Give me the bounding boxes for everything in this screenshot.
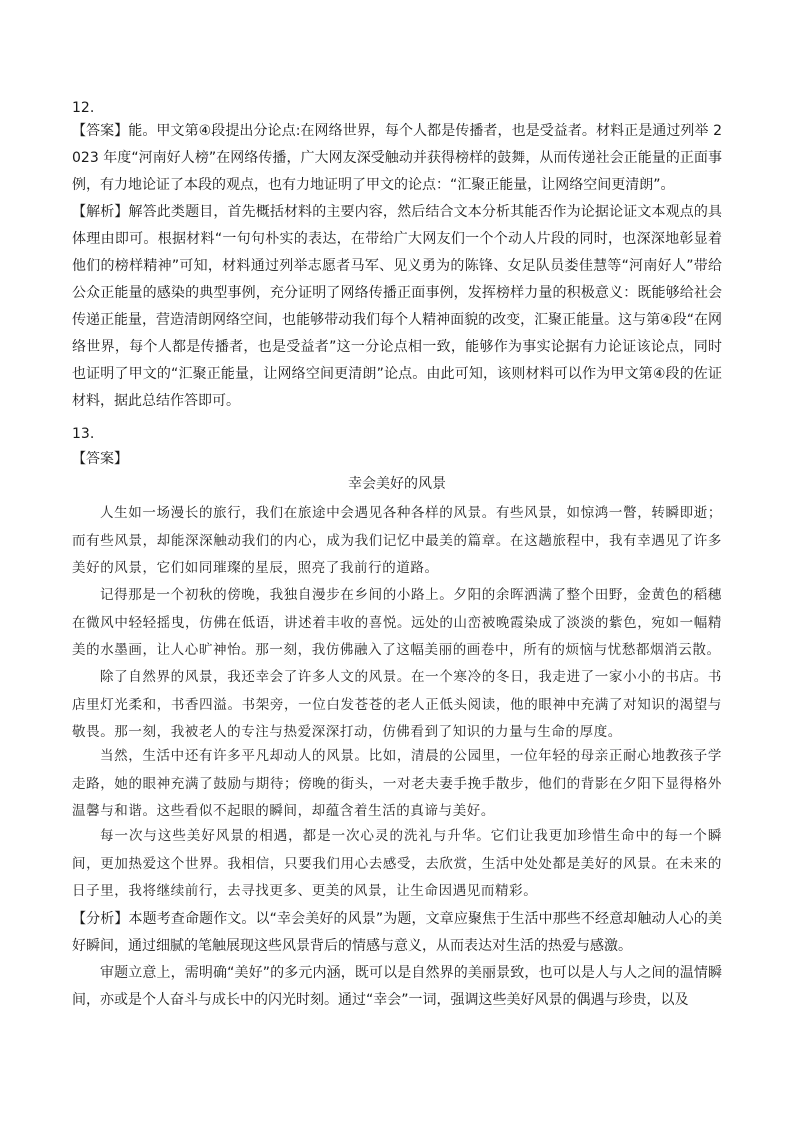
question-13-analysis-continued: 审题立意上，需明确“美好”的多元内涵，既可以是自然界的美丽景致，也可以是人与人之间的温情瞬间，亦或是个人奋斗与成长中的闪光时刻。通过“幸会”一词，强调这些美好风景的偶遇与珍贵，以及 bbox=[72, 965, 722, 1008]
question-12-answer: 【答案】能。甲文第④段提出分论点:在网络世界，每个人都是传播者，也是受益者。材料正是通过列举 2023 年度“河南好人榜”在网络传播，广大网友深受触动并获得榜样的鼓舞，从而传递社会正能量的正面事例，有力地论证了本段的观点，也有力地证明了甲文的论点：“汇聚正能量，让网络空间更清朗”。 bbox=[72, 123, 722, 193]
essay-paragraph-3: 除了自然界的风景，我还幸会了许多人文的风景。在一个寒冷的冬日，我走进了一家小小的书店。书店里灯光柔和，书香四溢。书架旁，一位白发苍苍的老人正低头阅读，他的眼神中充满了对知识的渴望与敬畏。那一刻，我被老人的专注与热爱深深打动，仿佛看到了知识的力量与生命的厚度。 bbox=[72, 669, 722, 741]
question-13-answer-label: 【答案】 bbox=[72, 451, 128, 467]
question-13-analysis: 【分析】本题考查命题作文。以“幸会美好的风景”为题，文章应聚焦于生活中那些不经意却触动人心的美好瞬间，通过细腻的笔触展现这些风景背后的情感与意义，从而表达对生活的热爱与感激。 bbox=[72, 911, 722, 954]
question-12-number: 12. bbox=[72, 100, 95, 116]
question-13-number: 13. bbox=[72, 426, 95, 442]
question-12-analysis: 【解析】解答此类题目，首先概括材料的主要内容，然后结合文本分析其能否作为论据论证文本观点的具体理由即可。根据材料“一句句朴实的表达，在带给广大网友们一个个动人片段的同时，也深深地彰显着他们的榜样精神”可知，材料通过列举志愿者马军、见义勇为的陈锋、女足队员娄佳慧等“河南好人”带给公众正能量的感染的典型事例，充分证明了网络传播正面事例，发挥榜样力量的积极意义：既能够给社会传递正能量，营造清朗网络空间，也能够带动我们每个人精神面貌的改变，汇聚正能量。这与第④段“在网络世界，每个人都是传播者，也是受益者”这一分论点相一致，能够作为事实论据有力论证该论点，同时也证明了甲文的“汇聚正能量，让网络空间更清朗”论点。由此可知，该则材料可以作为甲文第④段的佐证材料，据此总结作答即可。 bbox=[72, 204, 722, 409]
essay-paragraph-4: 当然，生活中还有许多平凡却动人的风景。比如，清晨的公园里，一位年轻的母亲正耐心地教孩子学走路，她的眼神充满了鼓励与期待；傍晚的街头，一对老夫妻手挽手散步，他们的背影在夕阳下显得格外温馨与和谐。这些看似不起眼的瞬间，却蕴含着生活的真谛与美好。 bbox=[72, 748, 722, 820]
essay-paragraph-1: 人生如一场漫长的旅行，我们在旅途中会遇见各种各样的风景。有些风景，如惊鸿一瞥，转瞬即逝；而有些风景，却能深深触动我们的内心，成为我们记忆中最美的篇章。在这趟旅程中，我有幸遇见了许多美好的风景，它们如同璀璨的星辰，照亮了我前行的道路。 bbox=[72, 505, 722, 577]
essay-title: 幸会美好的风景 bbox=[348, 476, 446, 492]
essay-paragraph-2: 记得那是一个初秋的傍晚，我独自漫步在乡间的小路上。夕阳的余晖洒满了整个田野，金黄色的稻穗在微风中轻轻摇曳，仿佛在低语，讲述着丰收的喜悦。远处的山峦被晚霞染成了淡淡的紫色，宛如一幅精美的水墨画，让人心旷神怡。那一刻，我仿佛融入了这幅美丽的画卷中，所有的烦恼与忧愁都烟消云散。 bbox=[72, 587, 722, 659]
essay-paragraph-5: 每一次与这些美好风景的相遇，都是一次心灵的洗礼与升华。它们让我更加珍惜生命中的每一个瞬间，更加热爱这个世界。我相信，只要我们用心去感受，去欣赏，生活中处处都是美好的风景。在未来的日子里，我将继续前行，去寻找更多、更美的风景，让生命因遇见而精彩。 bbox=[72, 828, 722, 900]
